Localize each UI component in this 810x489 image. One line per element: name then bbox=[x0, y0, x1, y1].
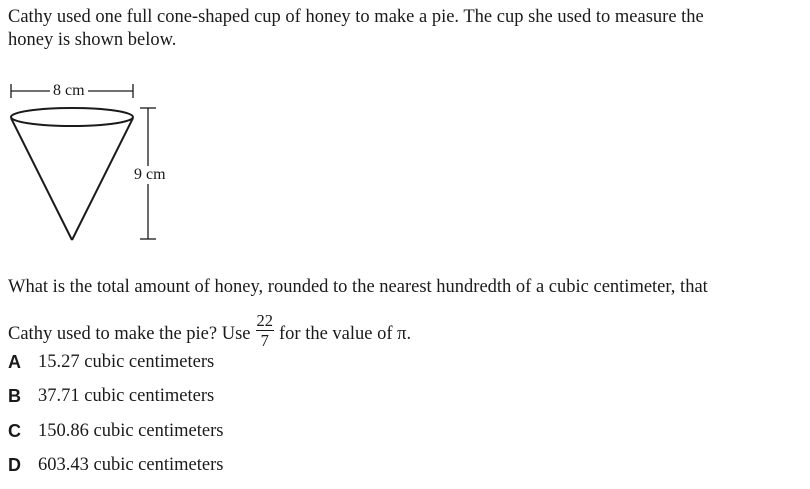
height-label: 9 cm bbox=[131, 166, 169, 184]
fraction-denominator: 7 bbox=[260, 331, 269, 350]
choice-letter: D bbox=[8, 455, 21, 475]
cone-diagram bbox=[0, 0, 200, 250]
choice-text: 603.43 cubic centimeters bbox=[38, 455, 224, 475]
choice-text: 37.71 cubic centimeters bbox=[38, 386, 215, 406]
intro-line-1: Cathy used one full cone-shaped cup of honey to make a pie. The cup she used to measure the bbox=[8, 7, 704, 27]
choice-letter: B bbox=[8, 386, 21, 406]
prompt-text-before: Cathy used to make the pie? Use bbox=[8, 323, 251, 344]
choice-letter: C bbox=[8, 421, 21, 441]
fraction-numerator: 22 bbox=[256, 311, 273, 330]
cone-shape bbox=[11, 108, 133, 240]
prompt-text-after: for the value of π. bbox=[279, 323, 412, 344]
choice-text: 15.27 cubic centimeters bbox=[38, 352, 215, 372]
cone-figure bbox=[0, 0, 200, 250]
width-label: 8 cm bbox=[50, 82, 88, 100]
cone-right-side bbox=[72, 118, 133, 240]
prompt-line-1: What is the total amount of honey, rounded to the nearest hundredth of a cubic centimeter, that bbox=[8, 277, 708, 297]
prompt-line-2 bbox=[8, 311, 412, 353]
choice-text: 150.86 cubic centimeters bbox=[38, 421, 224, 441]
pi-fraction bbox=[256, 312, 275, 349]
cone-rim bbox=[11, 108, 133, 126]
choice-letter: A bbox=[8, 352, 21, 372]
intro-line-2: honey is shown below. bbox=[8, 30, 177, 50]
cone-left-side bbox=[11, 118, 72, 240]
